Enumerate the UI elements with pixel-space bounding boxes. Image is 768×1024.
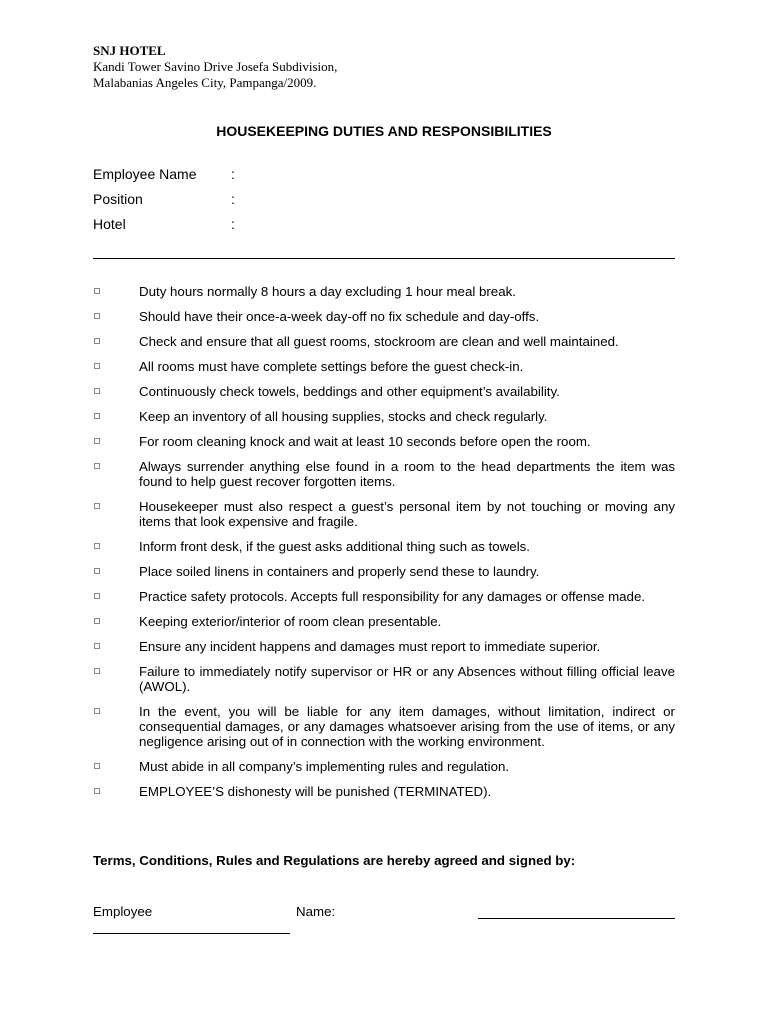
checkbox-icon bbox=[94, 543, 100, 549]
list-item: Always surrender anything else found in a room to the head departments the item was found to help guest recover forgotten items. bbox=[93, 459, 675, 489]
position-label: Position bbox=[93, 191, 143, 207]
hotel-colon: : bbox=[231, 216, 235, 232]
checkbox-icon bbox=[94, 388, 100, 394]
checkbox-icon bbox=[94, 618, 100, 624]
checkbox-icon bbox=[94, 708, 100, 714]
checkbox-icon bbox=[94, 338, 100, 344]
checkbox-icon bbox=[94, 413, 100, 419]
name-label: Name: bbox=[296, 904, 336, 919]
checkbox-icon bbox=[94, 788, 100, 794]
horizontal-divider bbox=[93, 258, 675, 259]
checkbox-icon bbox=[94, 503, 100, 509]
list-item: For room cleaning knock and wait at least 10 seconds before open the room. bbox=[93, 434, 675, 449]
list-item: Check and ensure that all guest rooms, stockroom are clean and well maintained. bbox=[93, 334, 675, 349]
employee-name-field bbox=[93, 166, 235, 182]
checkbox-icon bbox=[94, 313, 100, 319]
address-line-1: Kandi Tower Savino Drive Josefa Subdivision, bbox=[93, 59, 338, 74]
employee-label: Employee bbox=[93, 904, 153, 919]
checkbox-icon bbox=[94, 463, 100, 469]
checkbox-icon bbox=[94, 643, 100, 649]
list-item: Ensure any incident happens and damages must report to immediate superior. bbox=[93, 639, 675, 654]
list-item: Should have their once-a-week day-off no fix schedule and day-offs. bbox=[93, 309, 675, 324]
hotel-field bbox=[93, 216, 235, 232]
list-item: Continuously check towels, beddings and other equipment’s availability. bbox=[93, 384, 675, 399]
list-item: Must abide in all company’s implementing rules and regulation. bbox=[93, 759, 675, 774]
employee-name-colon: : bbox=[231, 166, 235, 182]
checkbox-icon bbox=[94, 288, 100, 294]
list-item: Practice safety protocols. Accepts full responsibility for any damages or offense made. bbox=[93, 589, 675, 604]
checkbox-icon bbox=[94, 668, 100, 674]
name-signature-line bbox=[478, 918, 675, 919]
company-name: SNJ HOTEL bbox=[93, 43, 166, 58]
list-item: Failure to immediately notify supervisor or HR or any Absences without filling official leave (AWOL). bbox=[93, 664, 675, 694]
position-field bbox=[93, 191, 235, 207]
list-item: In the event, you will be liable for any item damages, without limitation, indirect or consequential damages, or any damages whatsoever arising from the use of items, or any negligence arising out of in connection with the working environment. bbox=[93, 704, 675, 749]
list-item: Place soiled linens in containers and properly send these to laundry. bbox=[93, 564, 675, 579]
list-item: All rooms must have complete settings before the guest check-in. bbox=[93, 359, 675, 374]
terms-statement: Terms, Conditions, Rules and Regulations are hereby agreed and signed by: bbox=[93, 853, 576, 868]
address-line-2: Malabanias Angeles City, Pampanga/2009. bbox=[93, 75, 317, 90]
checkbox-icon bbox=[94, 568, 100, 574]
list-item: Housekeeper must also respect a guest’s personal item by not touching or moving any items that look expensive and fragile. bbox=[93, 499, 675, 529]
duties-list bbox=[93, 284, 675, 799]
list-item: Keep an inventory of all housing supplies, stocks and check regularly. bbox=[93, 409, 675, 424]
list-item: EMPLOYEE’S dishonesty will be punished (TERMINATED). bbox=[93, 784, 675, 799]
list-item: Keeping exterior/interior of room clean presentable. bbox=[93, 614, 675, 629]
document-title: HOUSEKEEPING DUTIES AND RESPONSIBILITIES bbox=[216, 123, 552, 139]
list-item: Duty hours normally 8 hours a day excluding 1 hour meal break. bbox=[93, 284, 675, 299]
list-item: Inform front desk, if the guest asks additional thing such as towels. bbox=[93, 539, 675, 554]
letterhead bbox=[93, 43, 337, 91]
checkbox-icon bbox=[94, 593, 100, 599]
position-colon: : bbox=[231, 191, 235, 207]
checkbox-icon bbox=[94, 438, 100, 444]
hotel-label: Hotel bbox=[93, 216, 126, 232]
checkbox-icon bbox=[94, 363, 100, 369]
checkbox-icon bbox=[94, 763, 100, 769]
employee-signature-line bbox=[93, 933, 290, 934]
employee-name-label: Employee Name bbox=[93, 166, 197, 182]
